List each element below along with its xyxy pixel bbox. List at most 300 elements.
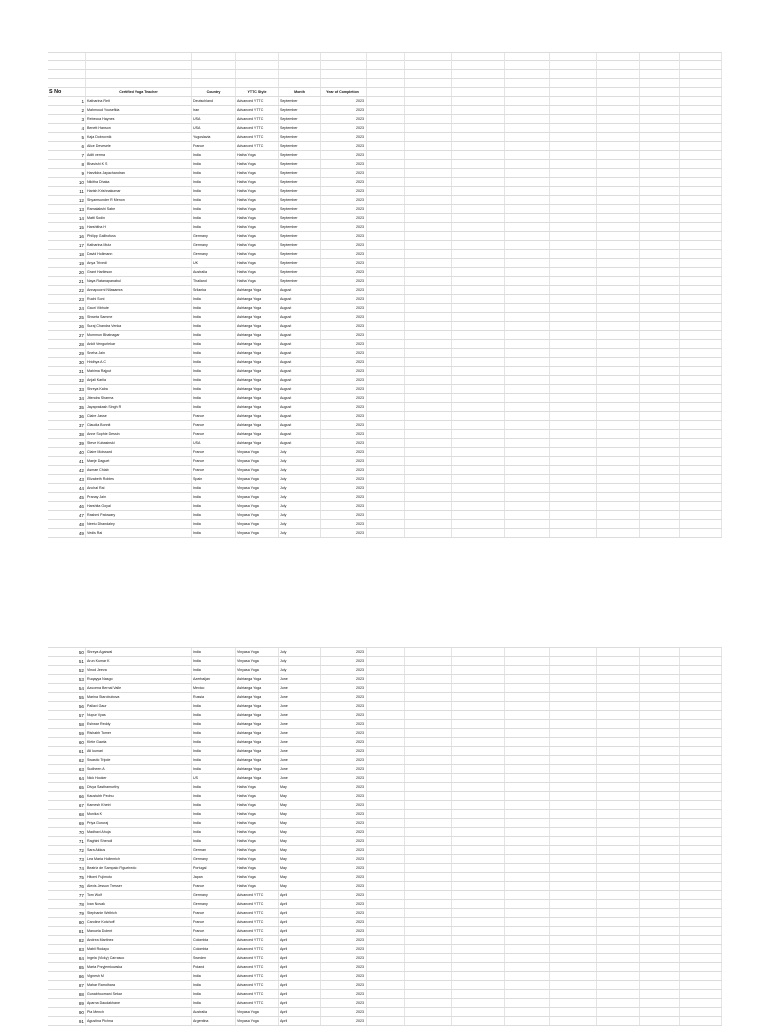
- empty-cell: [640, 133, 680, 141]
- style-cell: Hatha Yoga: [236, 846, 279, 854]
- teacher-cell: Shyamsunder R Menon: [86, 196, 192, 204]
- country-cell: India: [192, 169, 236, 177]
- teacher-cell: Monika K: [86, 810, 192, 818]
- empty-cell: [405, 1008, 452, 1016]
- empty-cell: [505, 214, 550, 222]
- empty-cell: [640, 846, 680, 854]
- country-cell: Poland: [192, 963, 236, 971]
- empty-cell: [680, 322, 722, 330]
- sno-cell: 88: [48, 990, 86, 998]
- table-row: [48, 864, 722, 873]
- month-cell: April: [279, 936, 321, 944]
- country-cell: Colombia: [192, 936, 236, 944]
- empty-cell: [680, 106, 722, 114]
- empty-cell: [367, 648, 405, 656]
- empty-cell: [597, 214, 640, 222]
- style-cell: Advanced YTTC: [236, 945, 279, 953]
- empty-cell: [405, 88, 452, 96]
- empty-row: [48, 70, 722, 79]
- empty-cell: [405, 990, 452, 998]
- empty-cell: [505, 891, 550, 899]
- empty-cell: [597, 729, 640, 737]
- sno-cell: 23: [48, 295, 86, 303]
- style-cell: Vinyasa Yoga: [236, 484, 279, 492]
- table-row: [48, 747, 722, 756]
- month-cell: June: [279, 765, 321, 773]
- teacher-cell: Asmae Chiab: [86, 466, 192, 474]
- empty-cell: [367, 187, 405, 195]
- empty-cell: [405, 864, 452, 872]
- empty-cell: [505, 394, 550, 402]
- empty-cell: [505, 819, 550, 827]
- empty-cell: [452, 900, 505, 908]
- style-cell: Ashtanga Yoga: [236, 720, 279, 728]
- empty-cell: [505, 331, 550, 339]
- empty-cell: [597, 819, 640, 827]
- month-cell: August: [279, 295, 321, 303]
- empty-cell: [550, 693, 597, 701]
- empty-cell: [505, 981, 550, 989]
- sno-cell: 12: [48, 196, 86, 204]
- empty-cell: [680, 738, 722, 746]
- month-cell: September: [279, 178, 321, 186]
- teacher-cell: Vedis Rai: [86, 529, 192, 537]
- sno-cell: 77: [48, 891, 86, 899]
- empty-cell: [405, 819, 452, 827]
- teacher-cell: Agustina Pichna: [86, 1017, 192, 1025]
- empty-cell: [640, 322, 680, 330]
- month-cell: May: [279, 792, 321, 800]
- year-cell: 2023: [321, 124, 367, 132]
- empty-cell: [550, 475, 597, 483]
- empty-cell: [367, 484, 405, 492]
- table-row: [48, 214, 722, 223]
- empty-cell: [597, 684, 640, 692]
- empty-cell: [505, 747, 550, 755]
- year-cell: 2023: [321, 160, 367, 168]
- empty-cell: [505, 430, 550, 438]
- empty-cell: [367, 439, 405, 447]
- sno-cell: 52: [48, 666, 86, 674]
- empty-cell: [550, 855, 597, 863]
- empty-cell: [505, 648, 550, 656]
- empty-cell: [367, 151, 405, 159]
- style-cell: Hatha Yoga: [236, 828, 279, 836]
- empty-cell: [367, 178, 405, 186]
- empty-cell: [680, 88, 722, 96]
- empty-cell: [550, 133, 597, 141]
- country-cell: UK: [192, 259, 236, 267]
- empty-cell: [405, 358, 452, 366]
- empty-cell: [640, 178, 680, 186]
- table-row: [48, 295, 722, 304]
- empty-cell: [505, 295, 550, 303]
- month-cell: April: [279, 909, 321, 917]
- style-cell: Vinyasa Yoga: [236, 502, 279, 510]
- country-cell: USA: [192, 115, 236, 123]
- empty-cell: [405, 529, 452, 537]
- month-cell: September: [279, 250, 321, 258]
- sno-cell: 14: [48, 214, 86, 222]
- sno-cell: 38: [48, 430, 86, 438]
- empty-cell: [452, 675, 505, 683]
- teacher-cell: Ruqayya Nasgo: [86, 675, 192, 683]
- month-cell: September: [279, 268, 321, 276]
- teacher-cell: Philipp Gallhofuss: [86, 232, 192, 240]
- empty-cell: [505, 765, 550, 773]
- sno-cell: 17: [48, 241, 86, 249]
- empty-cell: [640, 918, 680, 926]
- empty-cell: [550, 511, 597, 519]
- empty-cell: [367, 241, 405, 249]
- sno-cell: 57: [48, 711, 86, 719]
- empty-cell: [550, 340, 597, 348]
- year-cell: 2023: [321, 475, 367, 483]
- empty-cell: [367, 837, 405, 845]
- year-cell: 2023: [321, 421, 367, 429]
- empty-cell: [505, 909, 550, 917]
- country-cell: India: [192, 358, 236, 366]
- empty-cell: [550, 945, 597, 953]
- empty-cell: [640, 268, 680, 276]
- empty-cell: [452, 918, 505, 926]
- empty-cell: [405, 693, 452, 701]
- empty-cell: [452, 53, 505, 61]
- sno-cell: 36: [48, 412, 86, 420]
- style-cell: Vinyasa Yoga: [236, 1008, 279, 1016]
- month-cell: May: [279, 846, 321, 854]
- empty-cell: [597, 61, 640, 69]
- empty-cell: [452, 439, 505, 447]
- table-row: [48, 331, 722, 340]
- empty-cell: [597, 349, 640, 357]
- empty-cell: [640, 666, 680, 674]
- empty-cell: [367, 756, 405, 764]
- month-cell: July: [279, 657, 321, 665]
- style-cell: Hatha Yoga: [236, 873, 279, 881]
- empty-cell: [505, 187, 550, 195]
- empty-cell: [452, 684, 505, 692]
- empty-cell: [597, 1008, 640, 1016]
- sno-cell: 84: [48, 954, 86, 962]
- style-cell: Hatha Yoga: [236, 801, 279, 809]
- style-cell: Vinyasa Yoga: [236, 457, 279, 465]
- year-cell: 2023: [321, 403, 367, 411]
- empty-cell: [550, 774, 597, 782]
- empty-cell: [405, 511, 452, 519]
- empty-cell: [452, 160, 505, 168]
- empty-cell: [405, 918, 452, 926]
- month-cell: July: [279, 457, 321, 465]
- empty-cell: [640, 349, 680, 357]
- sno-cell: 89: [48, 999, 86, 1007]
- empty-cell: [640, 295, 680, 303]
- empty-cell: [505, 990, 550, 998]
- empty-cell: [680, 349, 722, 357]
- empty-cell: [367, 918, 405, 926]
- empty-cell: [597, 648, 640, 656]
- empty-cell: [505, 963, 550, 971]
- country-cell: India: [192, 502, 236, 510]
- empty-cell: [680, 765, 722, 773]
- year-cell: 2023: [321, 963, 367, 971]
- empty-cell: [405, 142, 452, 150]
- table-row: [48, 693, 722, 702]
- empty-cell: [367, 160, 405, 168]
- table-row: [48, 223, 722, 232]
- empty-cell: [367, 331, 405, 339]
- empty-cell: [236, 79, 279, 87]
- teacher-cell: Benett Hanson: [86, 124, 192, 132]
- empty-cell: [367, 666, 405, 674]
- empty-cell: [680, 421, 722, 429]
- sno-cell: 72: [48, 846, 86, 854]
- empty-cell: [640, 783, 680, 791]
- empty-cell: [597, 187, 640, 195]
- year-cell: 2023: [321, 331, 367, 339]
- empty-cell: [367, 945, 405, 953]
- style-cell: Vinyasa Yoga: [236, 475, 279, 483]
- empty-cell: [640, 250, 680, 258]
- empty-cell: [405, 412, 452, 420]
- empty-cell: [367, 990, 405, 998]
- sno-cell: 9: [48, 169, 86, 177]
- empty-cell: [86, 53, 192, 61]
- style-cell: Advanced YTTC: [236, 142, 279, 150]
- empty-cell: [640, 900, 680, 908]
- country-cell: India: [192, 322, 236, 330]
- empty-cell: [597, 106, 640, 114]
- empty-cell: [452, 693, 505, 701]
- teacher-cell: Hridhya A C: [86, 358, 192, 366]
- style-cell: Ashtanga Yoga: [236, 349, 279, 357]
- empty-cell: [640, 684, 680, 692]
- country-cell: India: [192, 520, 236, 528]
- empty-cell: [452, 313, 505, 321]
- empty-cell: [505, 475, 550, 483]
- empty-cell: [597, 277, 640, 285]
- year-cell: 2023: [321, 927, 367, 935]
- year-cell: 2023: [321, 385, 367, 393]
- empty-cell: [640, 196, 680, 204]
- sno-cell: 66: [48, 792, 86, 800]
- empty-cell: [550, 828, 597, 836]
- style-cell: Hatha Yoga: [236, 214, 279, 222]
- empty-cell: [367, 196, 405, 204]
- empty-cell: [550, 178, 597, 186]
- empty-cell: [640, 223, 680, 231]
- year-cell: 2023: [321, 702, 367, 710]
- year-cell: 2023: [321, 358, 367, 366]
- empty-cell: [86, 61, 192, 69]
- empty-cell: [680, 747, 722, 755]
- empty-cell: [550, 88, 597, 96]
- empty-cell: [367, 457, 405, 465]
- year-cell: 2023: [321, 891, 367, 899]
- teacher-cell: Azucena Bernal Valle: [86, 684, 192, 692]
- table-row: [48, 927, 722, 936]
- table-row: [48, 277, 722, 286]
- empty-cell: [405, 648, 452, 656]
- sno-cell: 43: [48, 475, 86, 483]
- empty-cell: [680, 196, 722, 204]
- month-cell: August: [279, 385, 321, 393]
- sno-cell: 64: [48, 774, 86, 782]
- sno-cell: 40: [48, 448, 86, 456]
- country-cell: India: [192, 747, 236, 755]
- empty-cell: [452, 376, 505, 384]
- empty-cell: [405, 475, 452, 483]
- empty-cell: [367, 882, 405, 890]
- empty-cell: [452, 88, 505, 96]
- month-cell: August: [279, 331, 321, 339]
- empty-cell: [452, 430, 505, 438]
- sno-cell: 82: [48, 936, 86, 944]
- empty-cell: [505, 385, 550, 393]
- empty-cell: [597, 322, 640, 330]
- month-cell: August: [279, 313, 321, 321]
- empty-cell: [405, 304, 452, 312]
- style-cell: Ashtanga Yoga: [236, 358, 279, 366]
- month-cell: September: [279, 205, 321, 213]
- empty-cell: [640, 205, 680, 213]
- year-cell: 2023: [321, 981, 367, 989]
- teacher-cell: Bhavishi K S: [86, 160, 192, 168]
- teacher-cell: Sneha Jain: [86, 349, 192, 357]
- year-cell: 2023: [321, 792, 367, 800]
- style-cell: Vinyasa Yoga: [236, 657, 279, 665]
- empty-cell: [597, 945, 640, 953]
- month-cell: September: [279, 187, 321, 195]
- empty-cell: [680, 430, 722, 438]
- empty-cell: [505, 169, 550, 177]
- empty-cell: [405, 394, 452, 402]
- empty-cell: [597, 738, 640, 746]
- style-cell: Ashtanga Yoga: [236, 774, 279, 782]
- empty-cell: [597, 675, 640, 683]
- empty-cell: [680, 484, 722, 492]
- empty-cell: [405, 70, 452, 78]
- empty-cell: [505, 322, 550, 330]
- empty-cell: [48, 70, 86, 78]
- empty-cell: [405, 385, 452, 393]
- empty-cell: [452, 394, 505, 402]
- month-cell: August: [279, 376, 321, 384]
- empty-cell: [405, 277, 452, 285]
- empty-cell: [236, 70, 279, 78]
- empty-cell: [405, 774, 452, 782]
- sno-cell: 28: [48, 340, 86, 348]
- year-cell: 2023: [321, 846, 367, 854]
- style-cell: Advanced YTTC: [236, 891, 279, 899]
- year-cell: 2023: [321, 304, 367, 312]
- empty-cell: [452, 259, 505, 267]
- teacher-cell: Mummun Bhatnagar: [86, 331, 192, 339]
- country-cell: India: [192, 223, 236, 231]
- empty-cell: [680, 837, 722, 845]
- empty-cell: [550, 394, 597, 402]
- empty-cell: [452, 187, 505, 195]
- style-cell: Hatha Yoga: [236, 855, 279, 863]
- empty-cell: [505, 79, 550, 87]
- empty-cell: [550, 412, 597, 420]
- sno-cell: 33: [48, 385, 86, 393]
- style-cell: Vinyasa Yoga: [236, 529, 279, 537]
- empty-cell: [640, 169, 680, 177]
- year-cell: 2023: [321, 1008, 367, 1016]
- empty-cell: [640, 864, 680, 872]
- empty-cell: [367, 864, 405, 872]
- empty-cell: [597, 981, 640, 989]
- table-row: [48, 241, 722, 250]
- empty-cell: [680, 367, 722, 375]
- empty-cell: [597, 358, 640, 366]
- table-row: [48, 801, 722, 810]
- empty-cell: [597, 466, 640, 474]
- empty-cell: [680, 403, 722, 411]
- empty-cell: [48, 53, 86, 61]
- country-cell: France: [192, 412, 236, 420]
- empty-cell: [367, 412, 405, 420]
- sno-cell: 70: [48, 828, 86, 836]
- country-cell: France: [192, 927, 236, 935]
- empty-cell: [505, 675, 550, 683]
- empty-cell: [680, 963, 722, 971]
- empty-cell: [367, 169, 405, 177]
- empty-cell: [279, 79, 321, 87]
- empty-cell: [452, 729, 505, 737]
- country-cell: Germany: [192, 250, 236, 258]
- sno-cell: 62: [48, 756, 86, 764]
- empty-cell: [550, 457, 597, 465]
- empty-cell: [452, 657, 505, 665]
- empty-cell: [452, 250, 505, 258]
- teacher-cell: Mahar Ramdhara: [86, 981, 192, 989]
- empty-cell: [597, 882, 640, 890]
- sno-cell: 34: [48, 394, 86, 402]
- table-row: [48, 403, 722, 412]
- empty-cell: [640, 675, 680, 683]
- style-cell: Advanced YTTC: [236, 954, 279, 962]
- empty-cell: [640, 124, 680, 132]
- empty-cell: [452, 819, 505, 827]
- empty-cell: [505, 439, 550, 447]
- empty-cell: [367, 720, 405, 728]
- empty-cell: [452, 448, 505, 456]
- empty-cell: [452, 711, 505, 719]
- year-cell: 2023: [321, 900, 367, 908]
- empty-cell: [550, 493, 597, 501]
- teacher-cell: Raghini Shenoli: [86, 837, 192, 845]
- sno-cell: 32: [48, 376, 86, 384]
- empty-cell: [680, 250, 722, 258]
- country-cell: France: [192, 421, 236, 429]
- month-cell: July: [279, 493, 321, 501]
- teacher-cell: Andrea Martinez: [86, 936, 192, 944]
- empty-cell: [505, 1008, 550, 1016]
- empty-cell: [640, 151, 680, 159]
- month-cell: May: [279, 864, 321, 872]
- year-cell: 2023: [321, 765, 367, 773]
- empty-cell: [405, 747, 452, 755]
- empty-cell: [505, 657, 550, 665]
- table-row: [48, 783, 722, 792]
- table-row: [48, 160, 722, 169]
- sno-cell: 39: [48, 439, 86, 447]
- empty-cell: [505, 53, 550, 61]
- empty-cell: [367, 79, 405, 87]
- empty-cell: [405, 466, 452, 474]
